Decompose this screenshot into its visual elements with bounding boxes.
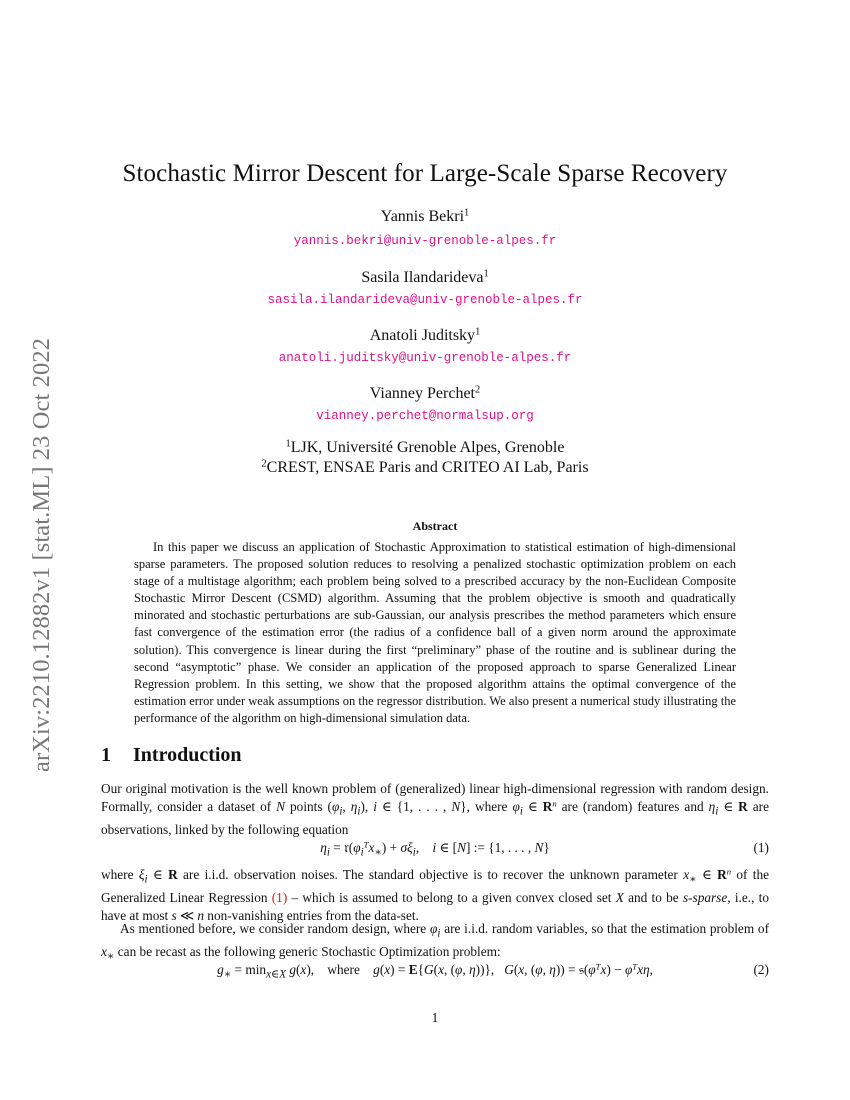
author-name: Anatoli Juditsky$^1$: [369, 326, 481, 344]
abstract-heading: Abstract: [412, 519, 458, 533]
equation-number: (2): [753, 962, 769, 977]
abstract-text: In this paper we discuss an application of Stochastic Approximation to statistical estimation of high-dimensional sparse parameters. The proposed solution reduces to resolving a penalized stochastic optimization problem on each stage of a multistage algorithm; each problem being solved to a prescribed accuracy by the non-Euclidean Composite Stochastic Mirror Descent (CSMD) algorithm. Assuming that the problem objective is smooth and quadratically minorated and stochastic perturbations are sub-Gaussian, our analysis prescribes the method parameters which ensure fast convergence of the estimation error (the radius of a confidence ball of a given norm around the approximate solution). This convergence is linear during the first “preliminary” phase of the routine and is sublinear during the second “asymptotic” phase. We consider an application of the proposed approach to sparse Generalized Linear Regression problem. In this setting, we show that the proposed algorithm attains the optimal convergence of the estimation error under weak assumptions on the regressor distribution. We also present a numerical study illustrating the performance of the algorithm on high-dimensional simulation data.: [134, 540, 736, 725]
intro-paragraph: As mentioned before, we consider random design, where $\varphi_i$ are i.i.d. random variables, so that the estimation problem of $x_∗$ can be recast as the following generic Stochastic Optimization problem:: [101, 921, 770, 963]
arxiv-sidebar-stamp: [22, 290, 62, 820]
intro-paragraph: Our original motivation is the well known problem of (generalized) linear high-dimensional regression with random design. Formally, consider a dataset of N points ($\varphi_i$, $\eta_i$), i ∈ {1, . . . , N}, where $\varphi_i$ ∈ $R^n$ are (random) features and $\eta_i$ ∈ R are observations, linked by the following equation: [101, 781, 770, 837]
author-email[interactable]: anatoli.juditsky@univ-grenoble-alpes.fr: [278, 351, 572, 365]
affiliation: $^1$LJK, Université Grenoble Alpes, Grenoble: [285, 438, 565, 456]
affiliation: $^2$CREST, ENSAE Paris and CRITEO AI Lab, Paris: [261, 458, 589, 476]
author-email[interactable]: sasila.ilandarideva@univ-grenoble-alpes.fr: [267, 293, 583, 307]
equation-number: (1): [753, 840, 769, 855]
author-name: Yannis Bekri$^1$: [380, 207, 470, 225]
intro-paragraph: where $\xi_i$ ∈ R are i.i.d. observation noises. The standard objective is to recover the unknown parameter $x_∗$ ∈ $R^n$ of the Generalized Linear Regression (1) – which is assumed to belong to a given convex closed set X and to be s-sparse, i.e., to have at most s ≪ n non-vanishing entries from the data-set.: [101, 866, 769, 923]
section-heading: 1 Introduction: [101, 744, 242, 766]
author-email[interactable]: vianney.perchet@normalsup.org: [316, 409, 534, 423]
author-name: Sasila Ilandarideva$^1$: [361, 268, 489, 286]
author-name: Vianney Perchet$^2$: [369, 384, 481, 402]
page-number: 1: [431, 1010, 439, 1025]
author-email[interactable]: yannis.bekri@univ-grenoble-alpes.fr: [293, 234, 557, 248]
paper-title: Stochastic Mirror Descent for Large-Scale Sparse Recovery: [122, 160, 728, 187]
arxiv-identifier: arXiv:2210.12882v1 [stat.ML] 23 Oct 2022: [28, 337, 55, 773]
equation-reference-link[interactable]: (1): [271, 889, 288, 905]
